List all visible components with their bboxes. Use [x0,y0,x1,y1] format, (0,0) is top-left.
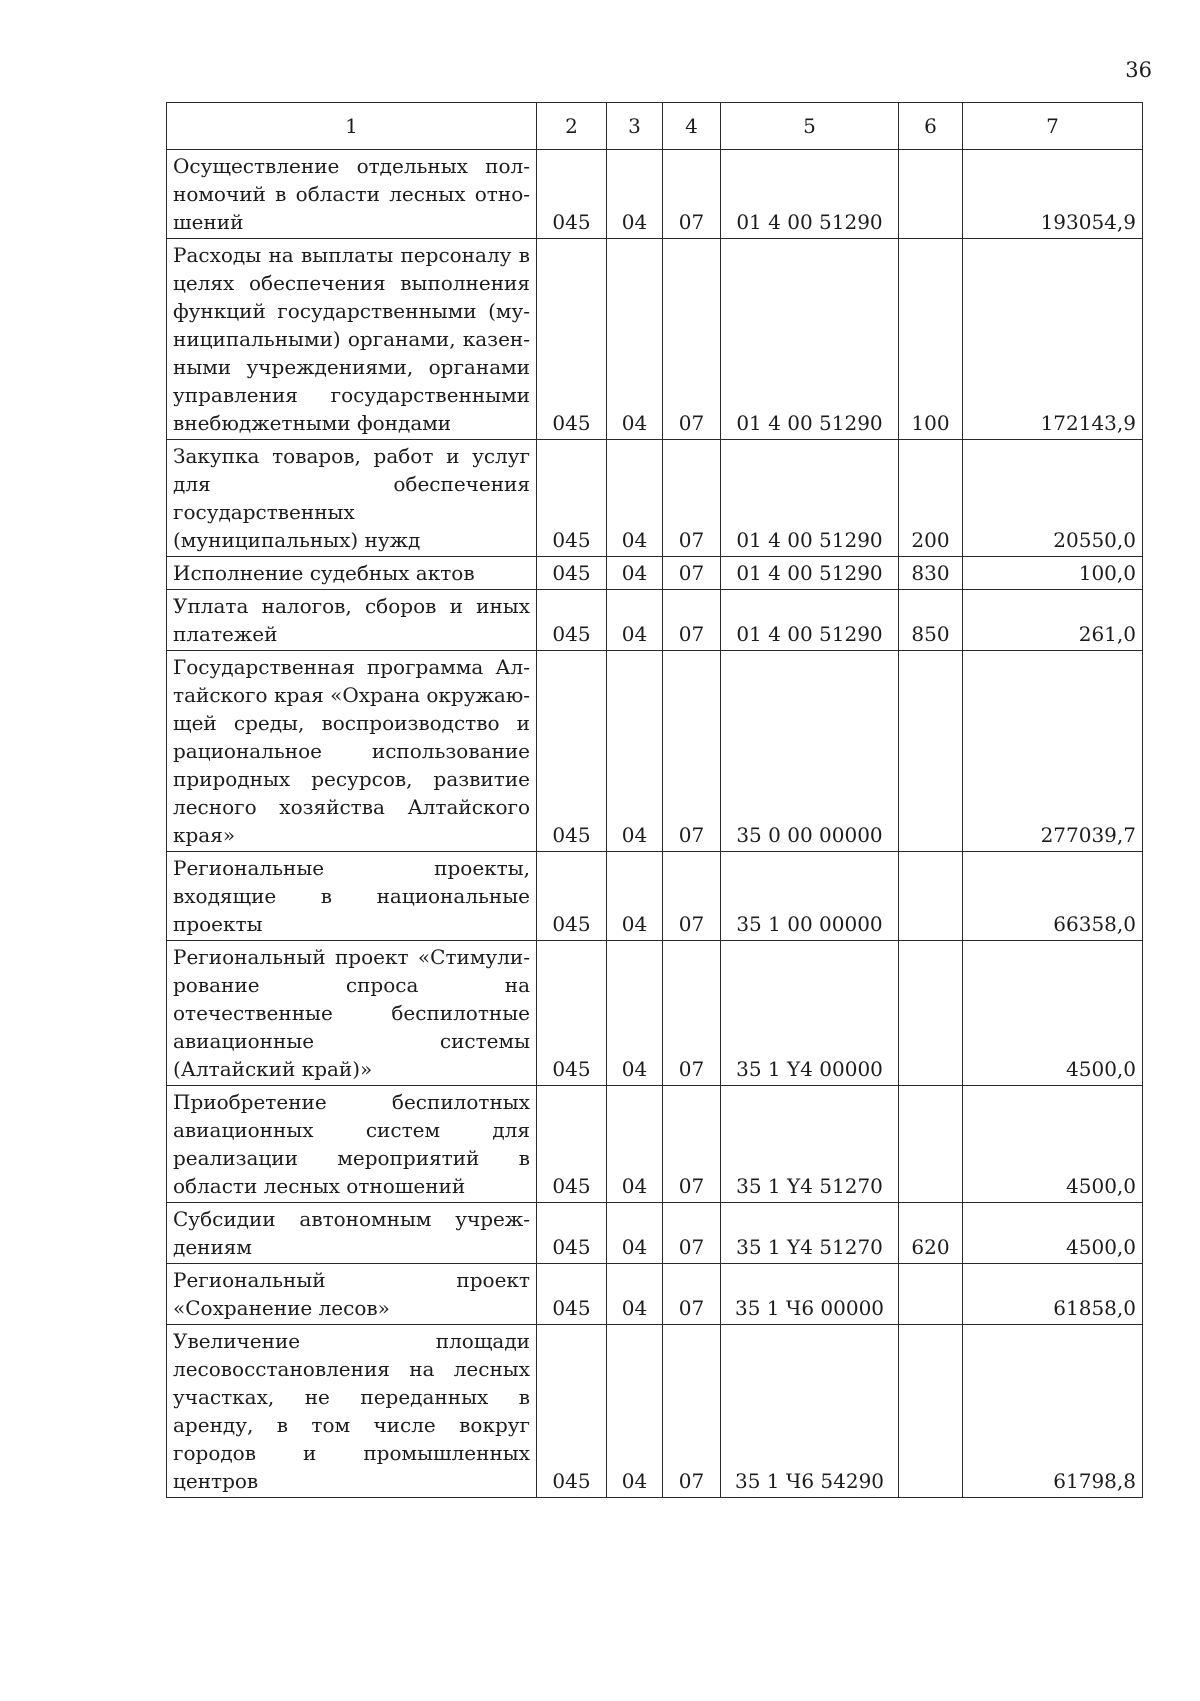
admin-code-cell: 045 [537,941,607,1086]
amount-cell: 193054,9 [963,150,1143,239]
target-article-cell: 01 4 00 51290 [721,150,899,239]
target-article-cell: 35 1 Y4 00000 [721,941,899,1086]
subsection-code-cell: 07 [663,590,721,651]
expense-type-cell: 830 [899,557,963,590]
admin-code-cell: 045 [537,1264,607,1325]
header-cell: 4 [663,103,721,150]
table-row [167,1264,1143,1325]
row-name-cell: Региональный проект «Сохранение лесов» [167,1264,537,1325]
admin-code-cell: 045 [537,1325,607,1498]
header-cell: 6 [899,103,963,150]
budget-table [166,102,1143,1498]
section-code-cell: 04 [607,1264,663,1325]
table-row [167,557,1143,590]
admin-code-cell: 045 [537,440,607,557]
section-code-cell: 04 [607,852,663,941]
table-row [167,1325,1143,1498]
section-code-cell: 04 [607,590,663,651]
expense-type-cell: 200 [899,440,963,557]
expense-type-cell [899,1264,963,1325]
expense-type-cell [899,941,963,1086]
admin-code-cell: 045 [537,1203,607,1264]
amount-cell: 4500,0 [963,941,1143,1086]
table-row [167,941,1143,1086]
target-article-cell: 01 4 00 51290 [721,239,899,440]
expense-type-cell: 620 [899,1203,963,1264]
target-article-cell: 35 1 Y4 51270 [721,1086,899,1203]
table-row [167,440,1143,557]
admin-code-cell: 045 [537,852,607,941]
amount-cell: 172143,9 [963,239,1143,440]
table-row [167,1203,1143,1264]
amount-cell: 100,0 [963,557,1143,590]
row-name-cell: Региональный проект «Стимулирование спроса на отечественные беспилотные авиационные системы (Алтайский край)» [167,941,537,1086]
amount-cell: 66358,0 [963,852,1143,941]
subsection-code-cell: 07 [663,557,721,590]
subsection-code-cell: 07 [663,440,721,557]
target-article-cell: 01 4 00 51290 [721,557,899,590]
subsection-code-cell: 07 [663,1325,721,1498]
amount-cell: 61798,8 [963,1325,1143,1498]
header-cell: 3 [607,103,663,150]
page-number: 36 [1125,58,1152,82]
subsection-code-cell: 07 [663,1264,721,1325]
header-cell: 5 [721,103,899,150]
table-row [167,852,1143,941]
expense-type-cell [899,852,963,941]
admin-code-cell: 045 [537,1086,607,1203]
row-name-cell: Региональные проекты, входящие в национальные проекты [167,852,537,941]
target-article-cell: 35 1 00 00000 [721,852,899,941]
subsection-code-cell: 07 [663,1086,721,1203]
section-code-cell: 04 [607,941,663,1086]
row-name-cell: Исполнение судебных актов [167,557,537,590]
row-name-cell: Увеличение площади лесовосстановления на лесных участках, не переданных в аренду, в том числе вокруг городов и промышленных центров [167,1325,537,1498]
header-cell: 1 [167,103,537,150]
table-row [167,239,1143,440]
amount-cell: 4500,0 [963,1086,1143,1203]
target-article-cell: 35 1 Y4 51270 [721,1203,899,1264]
table-row [167,150,1143,239]
target-article-cell: 35 0 00 00000 [721,651,899,852]
subsection-code-cell: 07 [663,239,721,440]
admin-code-cell: 045 [537,651,607,852]
row-name-cell: Субсидии автономным учреждениям [167,1203,537,1264]
target-article-cell: 01 4 00 51290 [721,590,899,651]
header-cell: 2 [537,103,607,150]
amount-cell: 20550,0 [963,440,1143,557]
row-name-cell: Расходы на выплаты персоналу в целях обеспечения выполнения функций государственными (муниципальными) органами, казенными учреждениями, органами управления государственными внебюджетными фондами [167,239,537,440]
table-row [167,590,1143,651]
amount-cell: 61858,0 [963,1264,1143,1325]
admin-code-cell: 045 [537,557,607,590]
section-code-cell: 04 [607,1203,663,1264]
admin-code-cell: 045 [537,239,607,440]
subsection-code-cell: 07 [663,852,721,941]
row-name-cell: Закупка товаров, работ и услуг для обеспечения государственных (муниципальных) нужд [167,440,537,557]
admin-code-cell: 045 [537,590,607,651]
table-header-row [167,103,1143,150]
section-code-cell: 04 [607,440,663,557]
row-name-cell: Уплата налогов, сборов и иных платежей [167,590,537,651]
section-code-cell: 04 [607,1325,663,1498]
section-code-cell: 04 [607,1086,663,1203]
expense-type-cell [899,1086,963,1203]
table-row [167,1086,1143,1203]
section-code-cell: 04 [607,651,663,852]
subsection-code-cell: 07 [663,150,721,239]
row-name-cell: Осуществление отдельных полномочий в области лесных отношений [167,150,537,239]
expense-type-cell: 850 [899,590,963,651]
expense-type-cell [899,150,963,239]
amount-cell: 261,0 [963,590,1143,651]
amount-cell: 277039,7 [963,651,1143,852]
expense-type-cell [899,1325,963,1498]
header-cell: 7 [963,103,1143,150]
table-row [167,651,1143,852]
expense-type-cell: 100 [899,239,963,440]
row-name-cell: Государственная программа Алтайского края «Охрана окружающей среды, воспроизводство и рациональное использование природных ресурсов, развитие лесного хозяйства Алтайского края» [167,651,537,852]
target-article-cell: 35 1 Ч6 54290 [721,1325,899,1498]
target-article-cell: 35 1 Ч6 00000 [721,1264,899,1325]
subsection-code-cell: 07 [663,941,721,1086]
section-code-cell: 04 [607,150,663,239]
row-name-cell: Приобретение беспилотных авиационных систем для реализации мероприятий в области лесных отношений [167,1086,537,1203]
admin-code-cell: 045 [537,150,607,239]
target-article-cell: 01 4 00 51290 [721,440,899,557]
section-code-cell: 04 [607,557,663,590]
expense-type-cell [899,651,963,852]
amount-cell: 4500,0 [963,1203,1143,1264]
section-code-cell: 04 [607,239,663,440]
subsection-code-cell: 07 [663,1203,721,1264]
subsection-code-cell: 07 [663,651,721,852]
